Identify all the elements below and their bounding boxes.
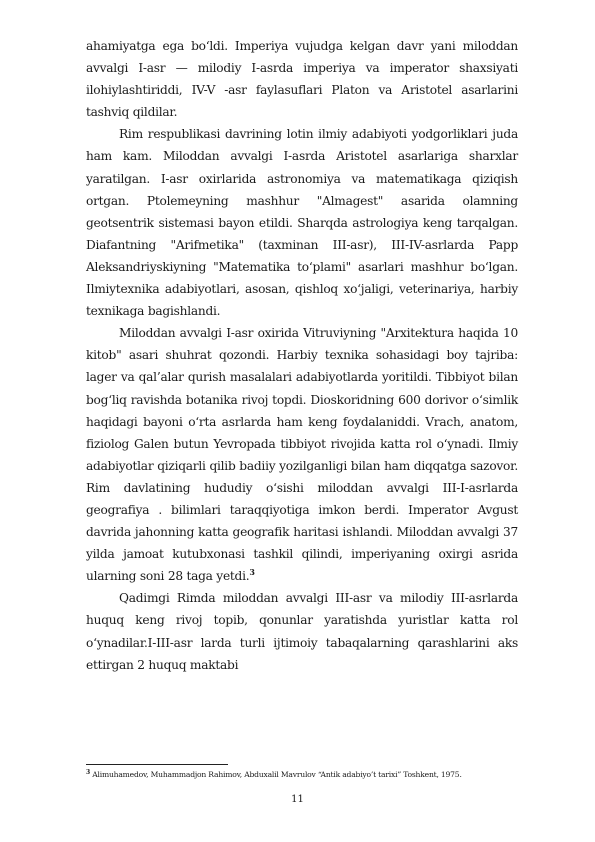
paragraph-1: ahamiyatga ega bo‘ldi. Imperiya vujudga kelgan davr yani miloddan avvalgi I-asr — milodiy I-asrda imperiya va imperator shaxsiyati ilohiylashtiriddi, IV-V -asr faylasuflari Platon va Aristotel asarlarini tashviq qildilar.: [86, 39, 518, 120]
paragraph-3: [86, 322, 518, 587]
paragraph-3-text: Miloddan avvalgi I-asr oxirida Vitruviyning "Arxitektura haqida 10 kitob" asari shuhrat qozondi. Harbiy texnika sohasidagi boy tajriba: lager va qal’alar qurish masalalari adabiyotlarda yoritildi. Tibbiyot bilan bog‘liq ravishda botanika rivoj topdi. Dioskoridning 600 dorivor o‘simlik haqidagi bayoni o‘rta asrlarda ham keng foydalaniddi. Vrach, anatom, fiziolog Galen butun Yevropada tibbiyot rivojida katta rol o‘ynadi. Ilmiy adabiyotlar qiziqarli qilib badiiy yozilganligi bilan ham diqqatga sazovor. Rim davlatining hududiy o‘sishi miloddan avvalgi III-I-asrlarda geografiya . bilimlari taraqqiyotiga imkon berdi. Imperator Avgust davrida jahonning katta geografik haritasi ishlandi. Miloddan avvalgi 37 yilda jamoat kutubxonasi tashkil qilindi, imperiyaning oxirgi asrida ularning soni 28 taga yetdi.: [86, 326, 518, 584]
page-number: 11: [291, 794, 304, 805]
footnote-marker: 3: [86, 769, 90, 776]
footnote-text: Alimuhamedov, Muhammadjon Rahimov, Abduxalil Mavrulov “Antik adabiyo’t tarixi” Toshkent, 1975.: [92, 770, 462, 779]
footnote: [86, 769, 518, 780]
footnote-separator: [86, 764, 228, 765]
paragraph-2: Rim respublikasi davrining lotin ilmiy adabiyoti yodgorliklari juda ham kam. Miloddan avvalgi I-asrda Aristotel asarlariga sharxlar yaratilgan. I-asr oxirlarida astronomiya va matematikaga qiziqish ortgan. Ptolemeyning mashhur "Almagest" asarida olamning geotsentrik sistemasi bayon etildi. Sharqda astrologiya keng tarqalgan. Diafantning "Arifmetika" (taxminan III-asr), III-IV-asrlarda Papp Aleksandriyskiyning "Matematika to‘plami" asarlari mashhur bo‘lgan. Ilmiytexnika adabiyotlari, asosan, qishloq xo‘jaligi, veterinariya, harbiy texnikaga bagishlandi.: [86, 127, 518, 319]
document-body: [86, 35, 518, 676]
footnote-reference: 3: [249, 567, 255, 578]
paragraph-4: Qadimgi Rimda miloddan avvalgi III-asr va milodiy III-asrlarda huquq keng rivoj topib, qonunlar yaratishda yuristlar katta rol o‘ynadilar.I-III-asr larda turli ijtimoiy tabaqalarning qarashlarini aks ettirgan 2 huquq maktabi: [86, 591, 518, 672]
